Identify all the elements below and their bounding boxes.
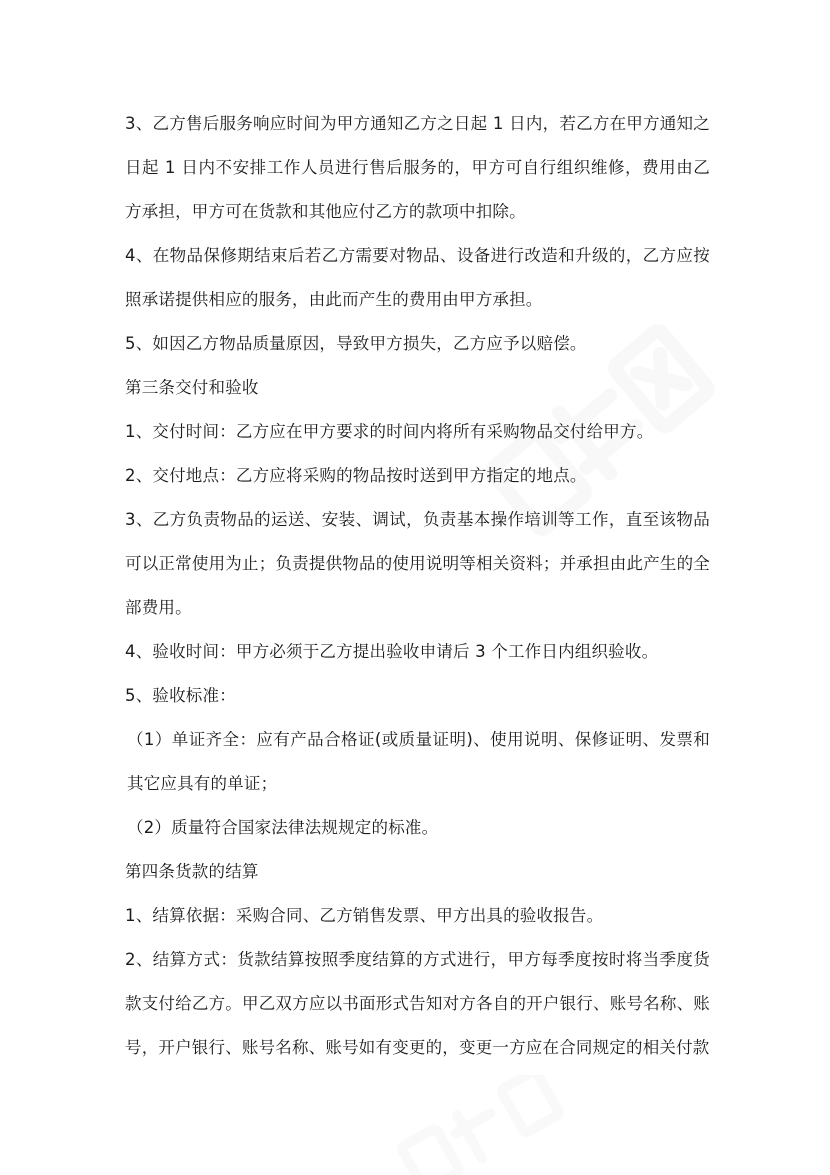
paragraph-settlement-method: 2、结算方式：货款结算按照季度结算的方式进行，甲方每季度按时将当季度货款支付给乙方。甲乙双方应以书面形式告知对方各自的开户银行、账号名称、账号，开户银行、账号名称、账号如有变更的，变更一方应在合同规定的相关付款 [125, 950, 710, 1057]
paragraph-quality-compliance: （2）质量符合国家法律法规规定的标准。 [127, 818, 439, 837]
watermark-graphic-bottom [380, 1075, 580, 1175]
paragraph-delivery-time: 1、交付时间：乙方应在甲方要求的时间内将所有采购物品交付给甲方。 [125, 422, 654, 441]
paragraph-acceptance-time: 4、验收时间：甲方必须于乙方提出验收申请后 3 个工作日内组织验收。 [125, 642, 659, 661]
paragraph-transport-installation: 3、乙方负责物品的运送、安装、调试，负责基本操作培训等工作，直至该物品可以正常使用为止；负责提供物品的使用说明等相关资料；并承担由此产生的全部费用。 [125, 510, 710, 617]
paragraph-documents-complete: （1）单证齐全：应有产品合格证(或质量证明)、使用说明、保修证明、发票和其它应具有的单证； [127, 730, 710, 793]
paragraph-aftersales-response: 3、乙方售后服务响应时间为甲方通知乙方之日起 1 日内，若乙方在甲方通知之日起 1 日内不安排工作人员进行售后服务的，甲方可自行组织维修，费用由乙方承担，甲方可在货款和其他应付乙方的款项中扣除。 [125, 114, 710, 221]
paragraph-settlement-basis: 1、结算依据：采购合同、乙方销售发票、甲方出具的验收报告。 [125, 906, 604, 925]
section-heading-payment-settlement: 第四条货款的结算 [125, 862, 259, 881]
paragraph-acceptance-standard: 5、验收标准： [125, 686, 236, 705]
paragraph-quality-compensation: 5、如因乙方物品质量原因，导致甲方损失，乙方应予以赔偿。 [125, 334, 587, 353]
paragraph-upgrade-service: 4、在物品保修期结束后若乙方需要对物品、设备进行改造和升级的，乙方应按照承诺提供相应的服务，由此而产生的费用由甲方承担。 [125, 246, 710, 309]
section-heading-delivery-acceptance: 第三条交付和验收 [125, 378, 259, 397]
document-body [125, 102, 710, 1070]
paragraph-delivery-location: 2、交付地点：乙方应将采购的物品按时送到甲方指定的地点。 [125, 466, 587, 485]
